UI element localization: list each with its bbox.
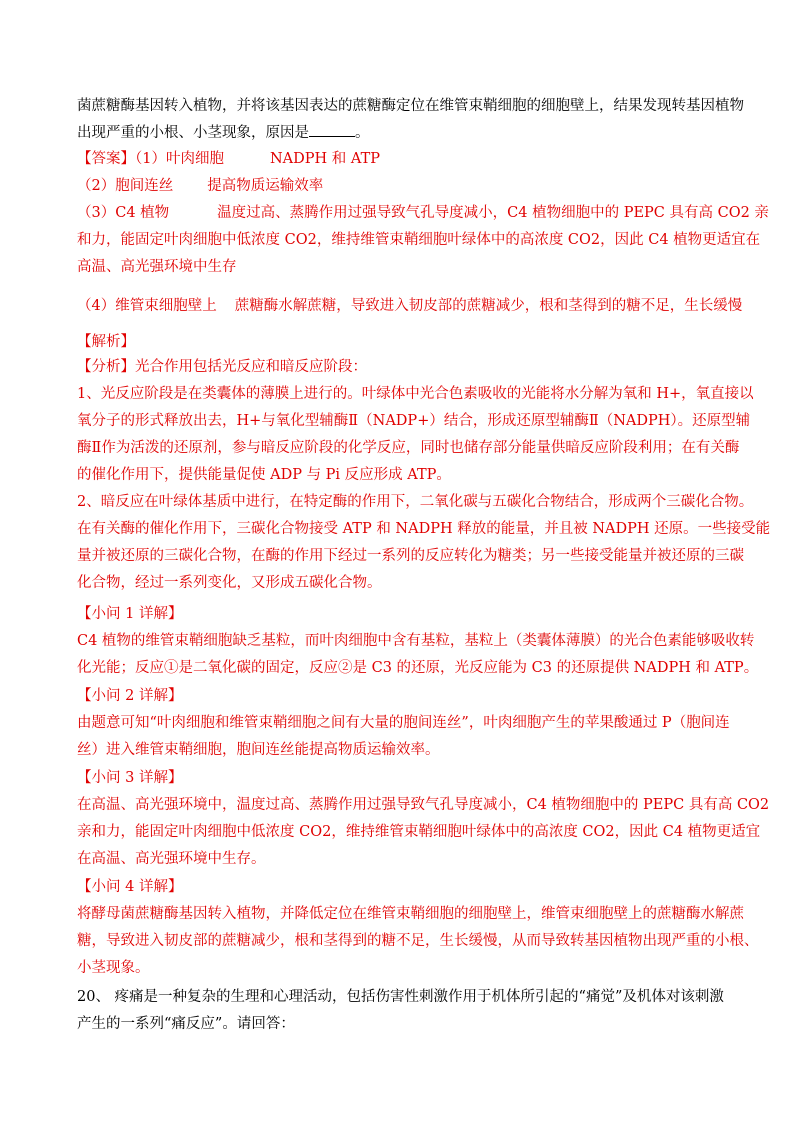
analysis-line: C4 植物的维管束鞘细胞缺乏基粒，而叶肉细胞中含有基粒，基粒上（类囊体薄膜）的光合色素能够吸收转 <box>77 633 755 649</box>
analysis-line: 亲和力，能固定叶肉细胞中低浓度 CO2，维持维管束鞘细胞叶绿体中的高浓度 CO2，因此 C4 植物更适宜 <box>77 824 761 840</box>
subquestion-2-header: 【小问 2 详解】 <box>77 688 183 704</box>
analysis-line: 2、暗反应在叶绿体基质中进行，在特定酶的作用下，二氧化碳与五碳化合物结合，形成两个三碳化合物。 <box>77 494 754 510</box>
analysis-line: 由题意可知“叶肉细胞和维管束鞘细胞之间有大量的胞间连丝”，叶肉细胞产生的苹果酸通过 P（胞间连 <box>77 715 730 731</box>
answer-value: 提高物质运输效率 <box>207 178 324 194</box>
answer-label: 【答案】（1）叶肉细胞 <box>77 151 224 167</box>
answer-blank <box>309 122 355 137</box>
answer-value: 温度过高、蒸腾作用过强导致气孔导度减小，C4 植物细胞中的 PEPC 具有高 CO2 亲 <box>217 205 769 221</box>
analysis-line: 在有关酶的催化作用下，三碳化合物接受 ATP 和 NADPH 释放的能量，并且被 NADPH 还原。一些接受能 <box>77 521 771 537</box>
analysis-line: 量并被还原的三碳化合物，在酶的作用下经过一系列的反应转化为糖类；另一些接受能量并被还原的三碳 <box>77 548 744 564</box>
question-punct: 。 <box>355 125 370 141</box>
analysis-line: 化合物，经过一系列变化，又形成五碳化合物。 <box>77 575 382 591</box>
subquestion-1-header: 【小问 1 详解】 <box>77 606 183 622</box>
analysis-line: 酶Ⅱ作为活泼的还原剂，参与暗反应阶段的化学反应，同时也储存部分能量供暗反应阶段利用；在有关酶 <box>77 440 740 456</box>
answer-value: 蔗糖酶水解蔗糖，导致进入韧皮部的蔗糖减少，根和茎得到的糖不足，生长缓慢 <box>234 298 743 314</box>
answer-4 <box>77 296 742 316</box>
answer-value: NADPH 和 ATP <box>269 151 380 167</box>
question-text-line <box>77 122 370 143</box>
analysis-line: 将酵母菌蔗糖酶基因转入植物，并降低定位在维管束鞘细胞的细胞壁上，维管束细胞壁上的蔗糖酶水解蔗 <box>77 906 744 922</box>
answer-3-cont: 和力，能固定叶肉细胞中低浓度 CO2，维持维管束鞘细胞叶绿体中的高浓度 CO2，因此 C4 植物更适宜在 <box>77 232 761 248</box>
analysis-line: 在高温、高光强环境中，温度过高、蒸腾作用过强导致气孔导度减小，C4 植物细胞中的 PEPC 具有高 CO2 <box>77 797 770 813</box>
answer-label: （2）胞间连丝 <box>77 178 174 194</box>
answer-3-cont: 高温、高光强环境中生存 <box>77 259 237 275</box>
analysis-fenxi: 【分析】光合作用包括光反应和暗反应阶段： <box>77 359 367 375</box>
answer-2 <box>77 176 323 196</box>
analysis-line: 在高温、高光强环境中生存。 <box>77 851 266 867</box>
answer-1 <box>77 149 380 169</box>
analysis-line: 1、光反应阶段是在类囊体的薄膜上进行的。叶绿体中光合色素吸收的光能将水分解为氧和 H+，氧直接以 <box>77 386 754 402</box>
analysis-line: 化光能；反应①是二氧化碳的固定，反应②是 C3 的还原，光反应能为 C3 的还原提供 NADPH 和 ATP。 <box>77 660 759 676</box>
analysis-line: 氧分子的形式释放出去，H+与氧化型辅酶Ⅱ（NADP+）结合，形成还原型辅酶Ⅱ（NADPH）。还原型辅 <box>77 413 751 429</box>
answer-3 <box>77 203 769 223</box>
analysis-line: 丝）进入维管束鞘细胞，胞间连丝能提高物质运输效率。 <box>77 742 440 758</box>
answer-label: （4）维管束细胞壁上 <box>77 298 217 314</box>
analysis-line: 糖，导致进入韧皮部的蔗糖减少，根和茎得到的糖不足，生长缓慢，从而导致转基因植物出现严重的小根、 <box>77 933 759 949</box>
question-20-line: 产生的一系列“痛反应”。请回答： <box>77 1016 295 1032</box>
analysis-line: 小茎现象。 <box>77 960 150 976</box>
question-text-line: 菌蔗糖酶基因转入植物，并将该基因表达的蔗糖酶定位在维管束鞘细胞的细胞壁上，结果发现转基因植物 <box>77 98 744 114</box>
analysis-line: 的催化作用下，提供能量促使 ADP 与 Pi 反应形成 ATP。 <box>77 467 451 483</box>
analysis-header: 【解析】 <box>77 334 135 350</box>
question-20-line: 20、 疼痛是一种复杂的生理和心理活动，包括伤害性刺激作用于机体所引起的“痛觉”及机体对该刺激 <box>77 989 724 1005</box>
question-prompt: 出现严重的小根、小茎现象，原因是 <box>77 125 309 141</box>
answer-label: （3）C4 植物 <box>77 205 170 221</box>
subquestion-3-header: 【小问 3 详解】 <box>77 770 183 786</box>
subquestion-4-header: 【小问 4 详解】 <box>77 879 183 895</box>
